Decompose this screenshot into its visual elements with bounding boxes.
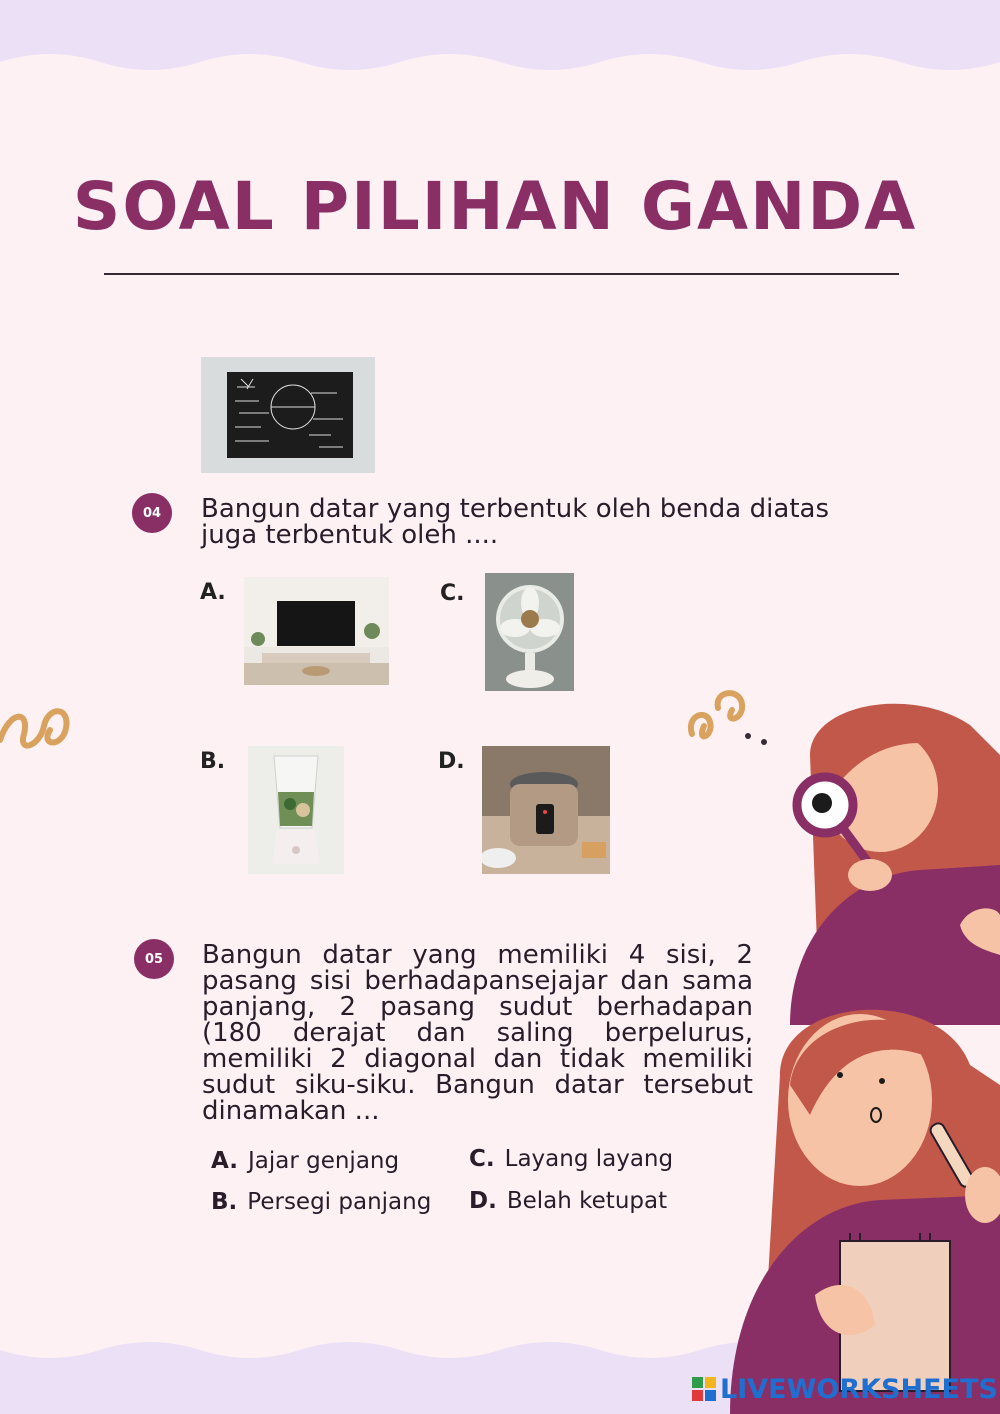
page-title: SOAL PILIHAN GANDA	[72, 168, 918, 245]
logo-text: LIVEWORKSHEETS	[720, 1373, 998, 1405]
rice-cooker-icon[interactable]	[482, 746, 610, 874]
question-number-badge: 05	[134, 939, 174, 979]
option-b-letter[interactable]: B.	[200, 749, 226, 774]
option-letter: C.	[469, 1146, 495, 1172]
question-number-badge: 04	[132, 493, 172, 533]
option-label: Belah ketupat	[506, 1188, 668, 1214]
girl-notepad-illustration	[700, 985, 1000, 1414]
title-divider	[104, 273, 899, 275]
top-wave-decoration	[0, 0, 1000, 80]
chalkboard-image	[201, 357, 375, 473]
blender-icon[interactable]	[248, 746, 344, 874]
question-text: Bangun datar yang terbentuk oleh benda diatas juga terbentuk oleh ....	[201, 494, 829, 550]
option-letter: D.	[469, 1188, 497, 1214]
option-letter: B.	[211, 1189, 238, 1215]
option-a-letter[interactable]: A.	[200, 580, 226, 605]
answer-option-a[interactable]	[211, 1148, 399, 1174]
option-d-letter[interactable]: D.	[438, 749, 465, 774]
option-label: Persegi panjang	[247, 1189, 432, 1215]
answer-option-c[interactable]	[469, 1146, 673, 1172]
tv-icon[interactable]	[244, 577, 389, 685]
answer-option-b[interactable]	[211, 1189, 431, 1215]
option-label: Layang layang	[504, 1146, 674, 1172]
fan-icon[interactable]	[485, 573, 574, 691]
squiggle-decoration-left	[0, 690, 75, 770]
girl-magnifier-illustration	[770, 695, 1000, 1025]
question-text: Bangun datar yang memiliki 4 sisi, 2 pasang sisi berhadapansejajar dan sama panjang, 2 pasang sudut berhadapan (180 derajat dan saling berpelurus, memiliki 2 diagonal dan tidak memiliki sudut siku-siku. Bangun datar tersebut dinamakan ...	[202, 940, 753, 1126]
option-c-letter[interactable]: C.	[440, 581, 465, 606]
logo-mark-icon	[692, 1377, 716, 1401]
option-letter: A.	[211, 1148, 238, 1174]
squiggle-decoration-right	[684, 686, 774, 766]
option-label: Jajar genjang	[247, 1148, 400, 1174]
liveworksheets-logo	[692, 1372, 998, 1406]
answer-option-d[interactable]	[469, 1188, 667, 1214]
